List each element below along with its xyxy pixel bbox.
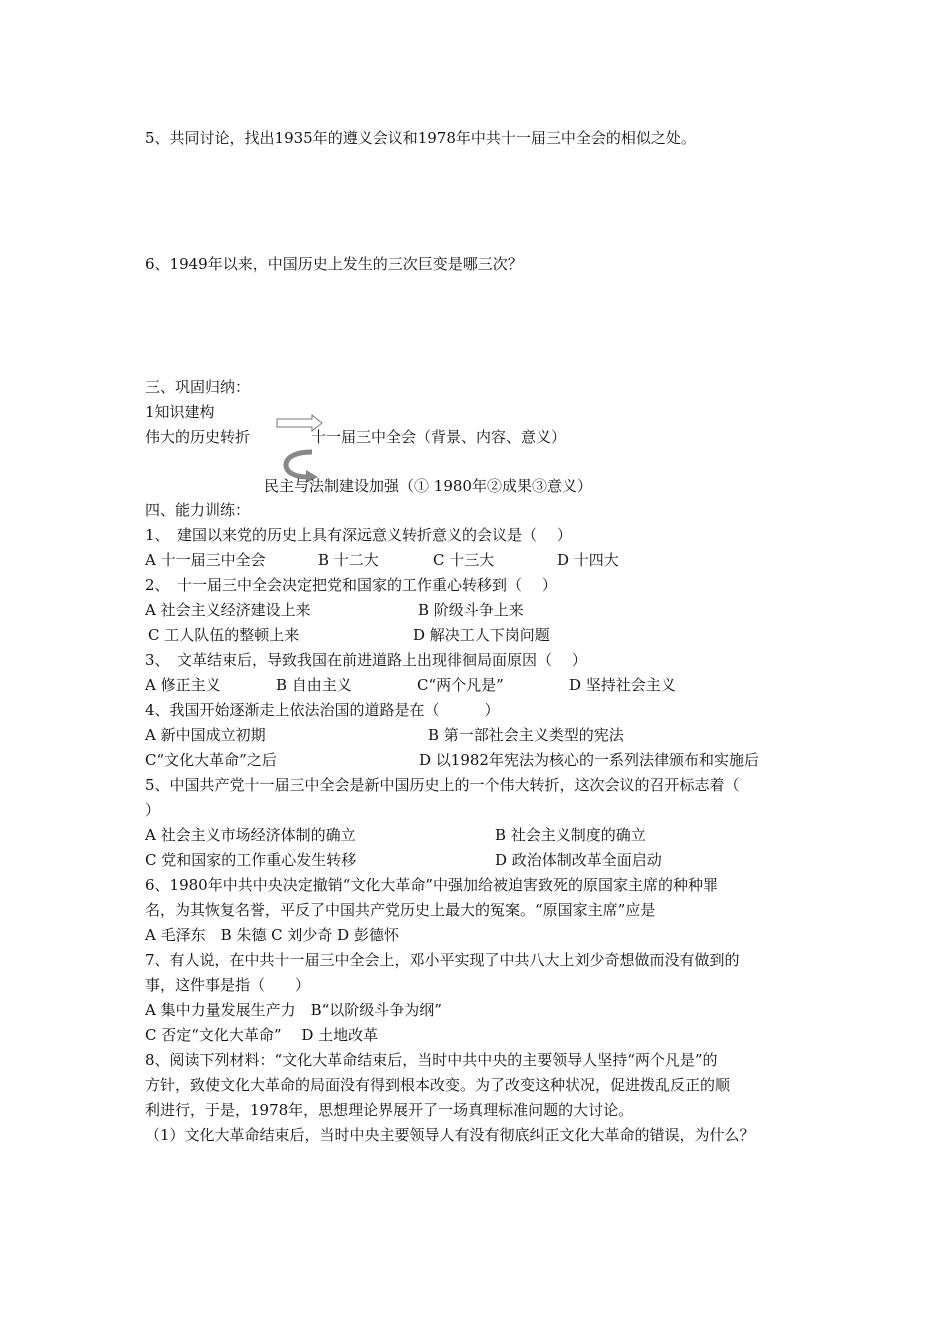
q1-option-c: C 十三大	[433, 551, 495, 569]
practice-question-5-cont: ）	[145, 801, 161, 819]
q5-option-c: C 党和国家的工作重心发生转移	[145, 851, 357, 869]
practice-question-2: 2、 十一届三中全会决定把党和国家的工作重心转移到（ ）	[145, 576, 557, 594]
practice-question-8: 8、阅读下列材料：“文化大革命结束后，当时中共中央的主要领导人坚持“两个凡是”的	[145, 1051, 718, 1069]
q6-options: A 毛泽东 B 朱德 C 刘少奇 D 彭德怀	[145, 926, 399, 944]
discussion-question-6: 6、1949年以来，中国历史上发生的三次巨变是哪三次？	[145, 255, 523, 273]
q4-option-b: B 第一部社会主义类型的宪法	[428, 726, 624, 744]
practice-question-4: 4、我国开始逐渐走上依法治国的道路是在（ ）	[145, 701, 500, 719]
discussion-question-5: 5、共同讨论，找出1935年的遵义会议和1978年中共十一届三中全会的相似之处。	[145, 129, 696, 147]
practice-question-8-cont2: 利进行，于是，1978年，思想理论界展开了一场真理标准问题的大讨论。	[145, 1101, 634, 1119]
q8-subquestion-1: （1）文化大革命结束后，当时中央主要领导人有没有彻底纠正文化大革命的错误，为什么？	[145, 1126, 755, 1144]
q5-option-b: B 社会主义制度的确立	[495, 826, 646, 844]
q3-option-c: C“两个凡是”	[417, 676, 504, 694]
q5-option-a: A 社会主义市场经济体制的确立	[145, 826, 356, 844]
knowledge-build-label: 1知识建构	[145, 403, 215, 421]
practice-question-7-cont: 事，这件事是指（ ）	[145, 976, 311, 994]
practice-question-6: 6、1980年中共中央决定撤销“文化大革命”中强加给被迫害致死的原国家主席的种种罪	[145, 876, 719, 894]
q3-option-b: B 自由主义	[276, 676, 352, 694]
q2-option-b: B 阶级斗争上来	[418, 601, 524, 619]
q5-option-d: D 政治体制改革全面启动	[495, 851, 662, 869]
q3-option-d: D 坚持社会主义	[569, 676, 676, 694]
practice-question-5: 5、中国共产党十一届三中全会是新中国历史上的一个伟大转折，这次会议的召开标志着（	[145, 776, 740, 794]
practice-question-6-cont: 名，为其恢复名誉，平反了中国共产党历史上最大的冤案。“原国家主席”应是	[145, 901, 656, 919]
q7-options-cd: C 否定“文化大革命” D 土地改革	[145, 1026, 379, 1044]
q1-option-a: A 十一届三中全会	[145, 551, 266, 569]
q2-option-d: D 解决工人下岗问题	[413, 626, 550, 644]
q7-options-ab: A 集中力量发展生产力 B“以阶级斗争为纲”	[145, 1001, 442, 1019]
practice-question-8-cont1: 方针，致使文化大革命的局面没有得到根本改变。为了改变这种状况，促进拨乱反正的顺	[145, 1076, 731, 1094]
diagram-branch-plenum: 十一届三中全会（背景、内容、意义）	[311, 428, 567, 446]
diagram-branch-law: 民主与法制建设加强（① 1980年②成果③意义）	[264, 477, 592, 495]
q4-option-c: C“文化大革命”之后	[145, 751, 277, 769]
practice-question-1: 1、 建国以来党的历史上具有深远意义转折意义的会议是（ ）	[145, 526, 572, 544]
q3-option-a: A 修正主义	[145, 676, 221, 694]
q1-option-d: D 十四大	[557, 551, 619, 569]
diagram-root-label: 伟大的历史转折	[145, 428, 251, 446]
q4-option-d: D 以1982年宪法为核心的一系列法律颁布和实施后	[419, 751, 759, 769]
q4-option-a: A 新中国成立初期	[145, 726, 266, 744]
section-4-heading: 四、能力训练：	[145, 501, 251, 519]
q1-option-b: B 十二大	[318, 551, 379, 569]
practice-question-3: 3、 文革结束后，导致我国在前进道路上出现徘徊局面原因（ ）	[145, 651, 587, 669]
q2-option-a: A 社会主义经济建设上来	[145, 601, 311, 619]
section-3-heading: 三、巩固归纳：	[145, 378, 251, 396]
q2-option-c: C 工人队伍的整顿上来	[148, 626, 300, 644]
practice-question-7: 7、有人说，在中共十一届三中全会上，邓小平实现了中共八大上刘少奇想做而没有做到的	[145, 951, 740, 969]
